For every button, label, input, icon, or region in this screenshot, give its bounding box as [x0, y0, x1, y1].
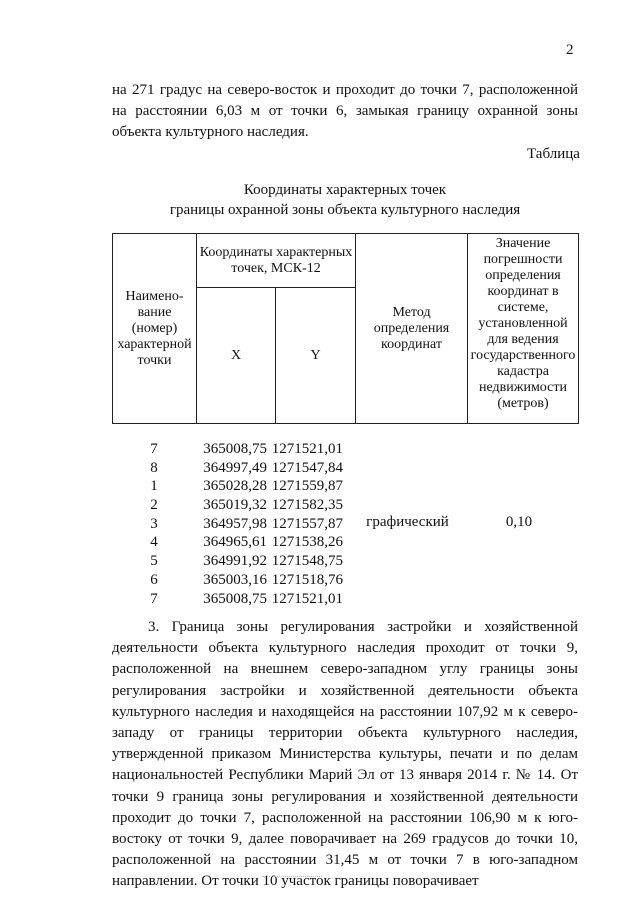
- header-y: Y: [276, 288, 356, 424]
- table-row: [112, 477, 578, 496]
- header-method: Метод определения координат: [356, 234, 468, 424]
- intro-paragraph: на 271 градус на северо-восток и проходит до точки 7, расположенной на расстоянии 6,03 м от точки 6, замыкая границу охранной зоны объекта культурного наследия.: [112, 82, 578, 140]
- row-point: 2: [150, 497, 158, 514]
- row-x: 364957,98: [203, 515, 267, 532]
- row-point: 4: [150, 534, 158, 551]
- row-x: 365028,28: [203, 478, 267, 495]
- row-point: 8: [150, 459, 158, 476]
- scan-mark: [262, 876, 322, 877]
- row-point: 3: [150, 515, 158, 532]
- row-y: 1271557,87: [271, 515, 343, 532]
- row-y: 1271548,75: [271, 553, 343, 570]
- table-row: [112, 552, 578, 571]
- accuracy-value: 0,10: [505, 514, 533, 530]
- table-label: Таблица: [527, 146, 580, 162]
- table-row: [112, 571, 578, 590]
- caption-line-1: Координаты характерных точек: [243, 182, 447, 198]
- row-x: 365008,75: [203, 590, 267, 607]
- header-x: X: [197, 288, 276, 424]
- row-x: 365003,16: [203, 571, 267, 588]
- row-x: 364965,61: [203, 534, 267, 551]
- row-y: 1271521,01: [271, 590, 343, 607]
- table-row: [112, 590, 578, 609]
- table-row: [112, 533, 578, 552]
- coordinates-table-header: [112, 233, 579, 424]
- row-x: 365019,32: [203, 497, 267, 514]
- row-point: 1: [150, 478, 158, 495]
- row-y: 1271547,84: [271, 459, 343, 476]
- table-caption: [112, 180, 578, 220]
- method-value: графический: [366, 514, 449, 530]
- body-paragraph: 3. Граница зоны регулирования застройки и хозяйственной деятельности объекта культурного наследия проходит от точки 9, расположенной на внешнем северо-западном углу границы зоны регулирования застройки и хозяйственной деятельности объекта культурного наследия и находящейся на расстоянии 107,92 м к северо-западу от границы территории объекта культурного наследия, утвержденной приказом Министерства культуры, печати и по делам национальностей Республики Марий Эл от 13 января 2014 г. № 14. От точки 9 граница зоны регулирования и хозяйственной деятельности проходит до точки 7, расположенной на расстоянии 106,90 м к юго-востоку от точки 9, далее поворачивает на 269 градусов до точки 10, расположенной на расстоянии 31,45 м от точки 7 в юго-западном направлении. От точки 10 участок границы поворачивает: [112, 619, 578, 890]
- row-y: 1271559,87: [271, 478, 343, 495]
- row-y: 1271582,35: [271, 497, 343, 514]
- row-y: 1271538,26: [271, 534, 343, 551]
- row-y: 1271521,01: [271, 441, 343, 457]
- row-x: 365008,75: [203, 441, 267, 457]
- table-row: [112, 440, 578, 459]
- row-point: 6: [150, 571, 158, 588]
- table-row: [112, 496, 578, 515]
- row-point: 7: [150, 441, 158, 457]
- table-row: [112, 459, 578, 478]
- caption-line-2: границы охранной зоны объекта культурного наследия: [169, 202, 521, 218]
- header-accuracy: Значение погрешности определения координат в системе, установленной для ведения государственного кадастра недвижимости (метров): [468, 234, 579, 424]
- page-number: 2: [566, 42, 574, 58]
- row-point: 5: [150, 553, 158, 570]
- row-x: 364991,92: [203, 553, 267, 570]
- row-y: 1271518,76: [271, 571, 343, 588]
- row-x: 364997,49: [203, 459, 267, 476]
- header-coordinates: Координаты характерных точек, МСК-12: [197, 234, 356, 288]
- header-point: Наимено-вание (номер) характерной точки: [113, 234, 197, 424]
- row-point: 7: [150, 590, 158, 607]
